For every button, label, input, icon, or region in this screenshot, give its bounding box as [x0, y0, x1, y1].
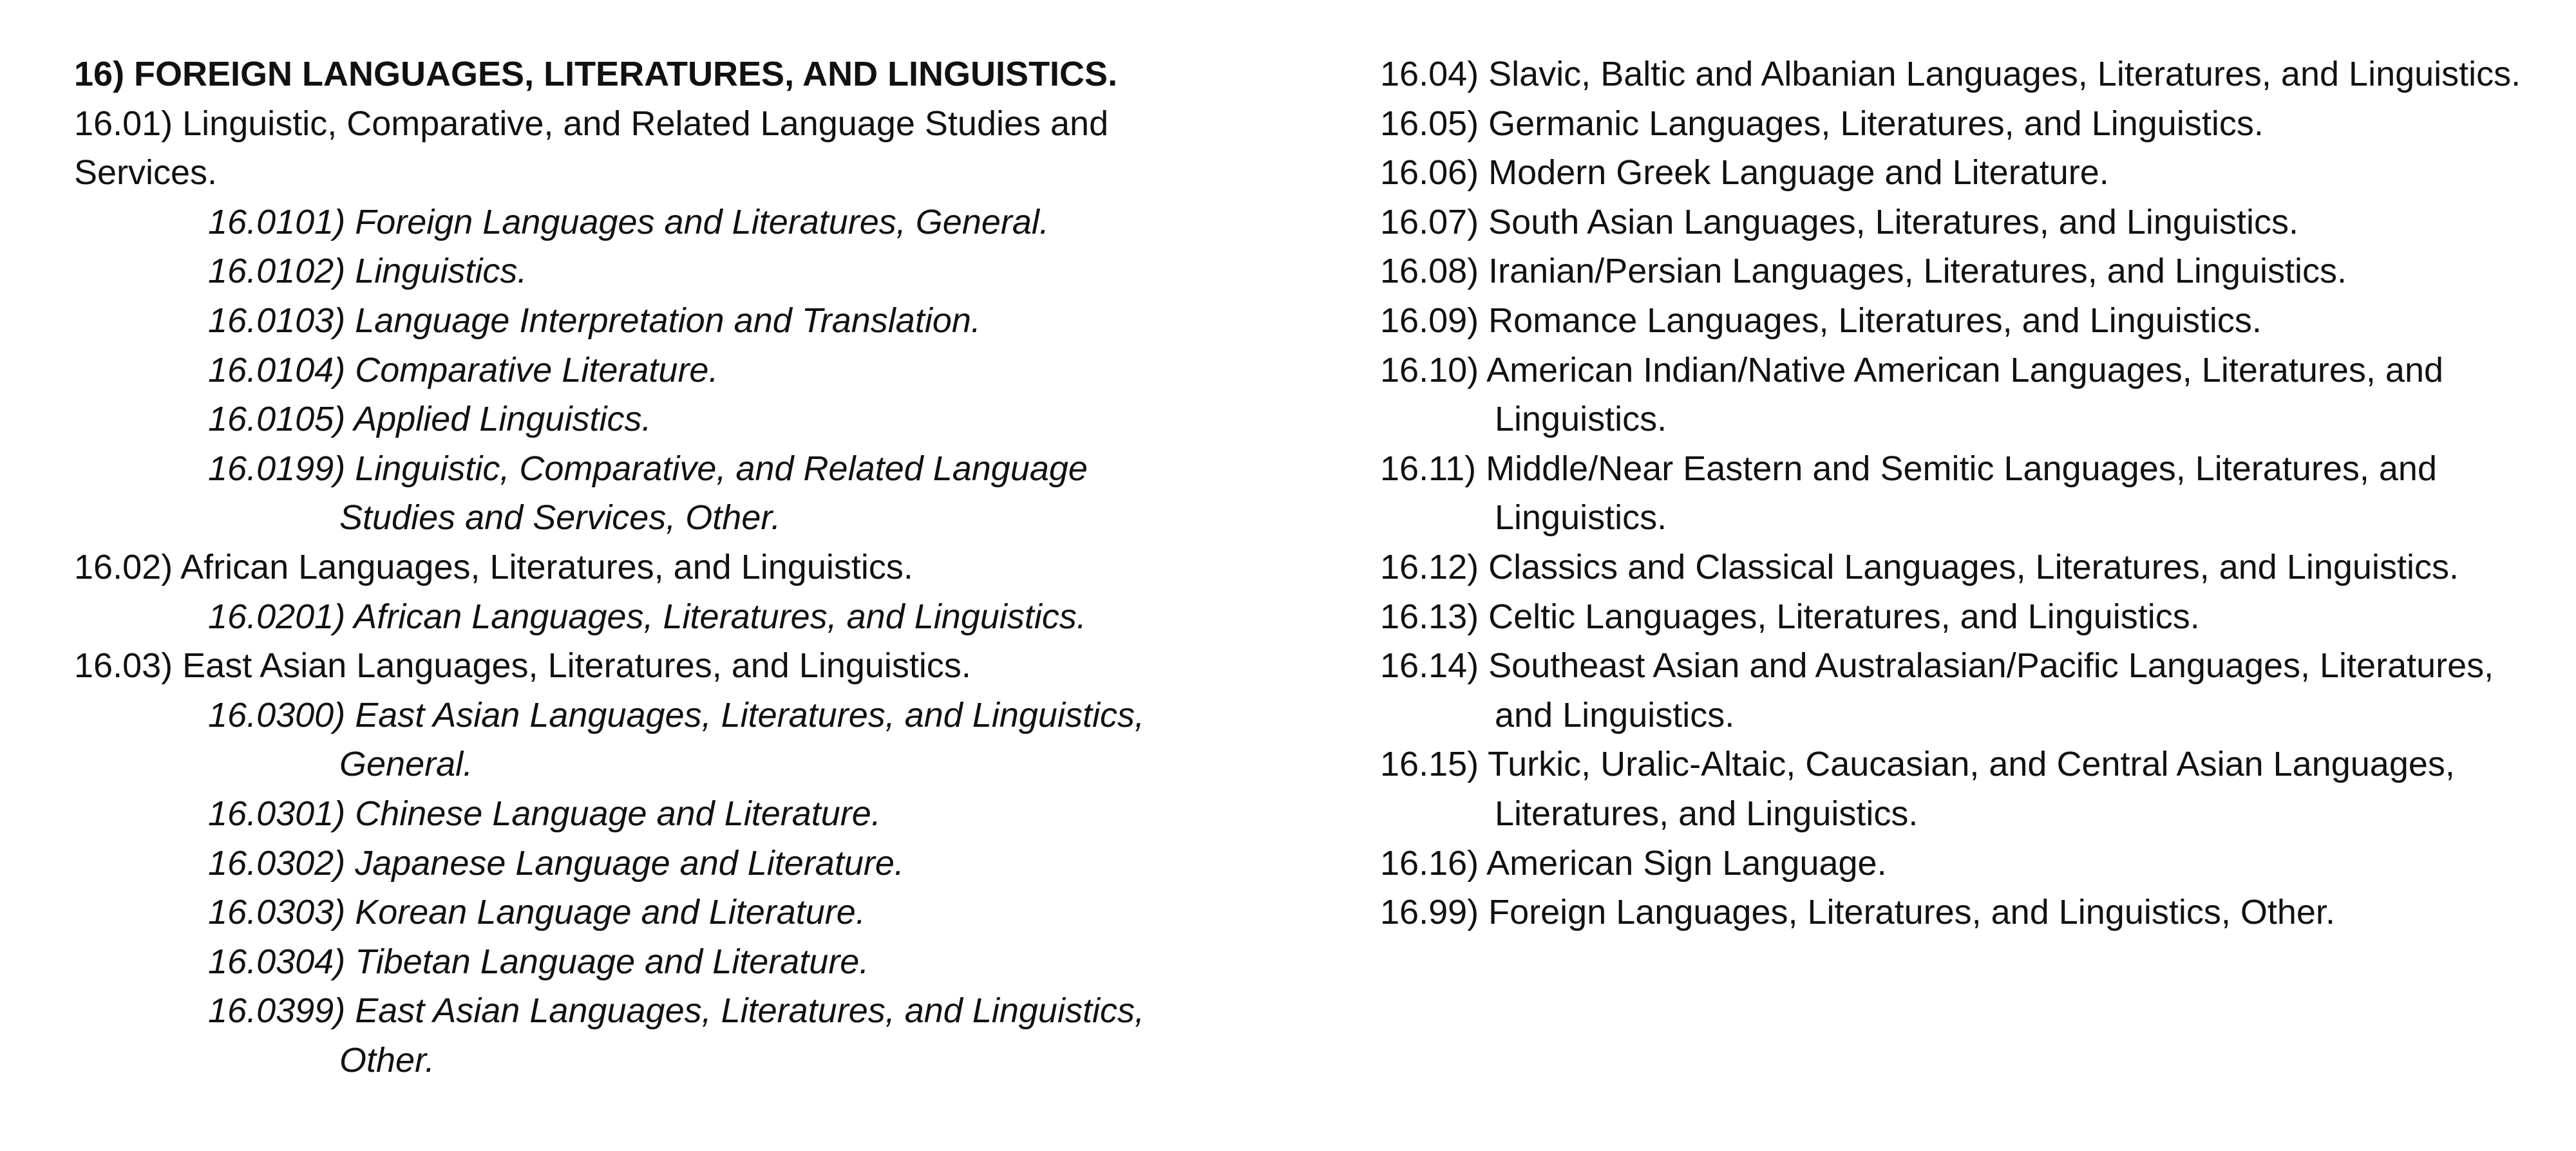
category-title: South Asian Languages, Literatures, and Linguistics.	[1488, 202, 2298, 241]
subcategory-number: 16.0199)	[208, 449, 346, 488]
category-number: 16.13)	[1380, 597, 1479, 636]
category-entry	[1380, 346, 2559, 444]
category-title: Romance Languages, Literatures, and Linguistics.	[1488, 301, 2262, 340]
category-entry	[74, 543, 1298, 592]
section-heading: 16) FOREIGN LANGUAGES, LITERATURES, AND LINGUISTICS.	[74, 55, 1118, 93]
category-number: 16.16)	[1380, 843, 1479, 883]
category-entry	[1380, 543, 2559, 592]
subcategory-entry	[74, 346, 1298, 395]
subcategory-number: 16.0304)	[208, 942, 346, 981]
category-entry	[1380, 740, 2559, 838]
subcategory-title: East Asian Languages, Literatures, and Linguistics,	[355, 991, 1144, 1031]
category-title: American Indian/Native American Languages, Literatures, and Linguistics.	[1486, 350, 2444, 439]
category-title: American Sign Language.	[1486, 843, 1887, 883]
category-number: 16.08)	[1380, 252, 1479, 291]
subcategory-title: Applied Linguistics.	[354, 400, 652, 439]
category-title: Celtic Languages, Literatures, and Linguistics.	[1488, 597, 2200, 636]
category-entry	[1380, 592, 2559, 642]
subcategory-number: 16.0302)	[208, 843, 346, 883]
subcategory-entry	[74, 592, 1298, 642]
subcategory-entry	[74, 986, 1298, 1085]
category-entry	[1380, 839, 2559, 888]
category-title: Classics and Classical Languages, Literatures, and Linguistics.	[1488, 547, 2459, 586]
category-number: 16.12)	[1380, 547, 1479, 586]
category-entry	[74, 99, 1298, 198]
subcategory-title: Korean Language and Literature.	[355, 893, 866, 932]
category-title: Turkic, Uralic-Altaic, Caucasian, and Central Asian Languages, Literatures, and Linguistics.	[1488, 745, 2455, 833]
category-number: 16.02)	[74, 547, 173, 586]
subcategory-entry	[74, 444, 1298, 543]
subcategory-number: 16.0399)	[208, 991, 346, 1031]
subcategory-entry	[74, 789, 1298, 839]
subcategory-number: 16.0300)	[208, 695, 346, 735]
category-title: Southeast Asian and Australasian/Pacific Languages, Literatures, and Linguistics.	[1488, 646, 2494, 735]
subcategory-entry	[74, 691, 1298, 789]
subcategory-title: Linguistics.	[355, 252, 527, 291]
subcategory-entry	[74, 839, 1298, 888]
category-title: Slavic, Baltic and Albanian Languages, Literatures, and Linguistics.	[1488, 55, 2521, 93]
category-title: Modern Greek Language and Literature.	[1488, 153, 2109, 192]
category-entry	[74, 641, 1298, 691]
category-title-continuation: Services.	[74, 153, 218, 192]
category-number: 16.15)	[1380, 745, 1479, 784]
subcategory-title: Comparative Literature.	[355, 350, 719, 389]
left-column	[74, 50, 1298, 1085]
category-number: 16.10)	[1380, 350, 1479, 389]
subcategory-title: Foreign Languages and Literatures, General.	[355, 202, 1049, 241]
subcategory-title: Tibetan Language and Literature.	[355, 942, 869, 981]
category-title: Iranian/Persian Languages, Literatures, and Linguistics.	[1488, 252, 2347, 291]
category-number: 16.05)	[1380, 104, 1479, 143]
subcategory-number: 16.0101)	[208, 202, 346, 241]
category-number: 16.03)	[74, 646, 173, 686]
category-number: 16.11)	[1380, 449, 1477, 488]
category-entry	[1380, 296, 2559, 346]
category-title: Foreign Languages, Literatures, and Linguistics, Other.	[1488, 893, 2335, 932]
subcategory-number: 16.0103)	[208, 301, 346, 340]
right-column	[1380, 50, 2559, 937]
category-title: Germanic Languages, Literatures, and Linguistics.	[1488, 104, 2264, 143]
subcategory-title-continuation: Studies and Services, Other.	[339, 498, 781, 538]
category-entry	[1380, 50, 2559, 99]
category-number: 16.09)	[1380, 301, 1479, 340]
subcategory-number: 16.0104)	[208, 350, 346, 389]
subcategory-entry	[74, 247, 1298, 296]
subcategory-title: Language Interpretation and Translation.	[355, 301, 981, 340]
subcategory-title-continuation: Other.	[339, 1040, 435, 1080]
category-number: 16.04)	[1380, 55, 1479, 93]
subcategory-entry	[74, 198, 1298, 247]
subcategory-entry	[74, 888, 1298, 937]
category-entry	[1380, 247, 2559, 296]
subcategory-title-continuation: General.	[339, 745, 473, 784]
subcategory-title: Linguistic, Comparative, and Related Language	[355, 449, 1088, 488]
category-entry	[1380, 444, 2559, 543]
subcategory-number: 16.0201)	[208, 597, 346, 636]
category-entry	[1380, 99, 2559, 149]
category-entry	[1380, 888, 2559, 937]
subcategory-title: Chinese Language and Literature.	[355, 794, 881, 833]
category-entry	[1380, 641, 2559, 740]
category-title: Linguistic, Comparative, and Related Language Studies and	[182, 104, 1109, 143]
category-number: 16.14)	[1380, 646, 1479, 686]
subcategory-number: 16.0301)	[208, 794, 346, 833]
subcategory-title: East Asian Languages, Literatures, and Linguistics,	[355, 695, 1144, 735]
category-number: 16.07)	[1380, 202, 1479, 241]
category-number: 16.01)	[74, 104, 173, 143]
category-entry	[1380, 148, 2559, 198]
subcategory-number: 16.0303)	[208, 893, 346, 932]
subcategory-entry	[74, 395, 1298, 444]
subcategory-entry	[74, 937, 1298, 987]
category-number: 16.06)	[1380, 153, 1479, 192]
subcategory-title: Japanese Language and Literature.	[355, 843, 904, 883]
subcategory-number: 16.0102)	[208, 252, 346, 291]
subcategory-entry	[74, 296, 1298, 346]
category-entry	[1380, 198, 2559, 247]
category-title: East Asian Languages, Literatures, and Linguistics.	[182, 646, 971, 686]
category-title: African Languages, Literatures, and Linguistics.	[180, 547, 913, 586]
category-number: 16.99)	[1380, 893, 1479, 932]
subcategory-title: African Languages, Literatures, and Linguistics.	[354, 597, 1086, 636]
category-title: Middle/Near Eastern and Semitic Languages, Literatures, and Linguistics.	[1486, 449, 2437, 538]
subcategory-number: 16.0105)	[208, 400, 346, 439]
